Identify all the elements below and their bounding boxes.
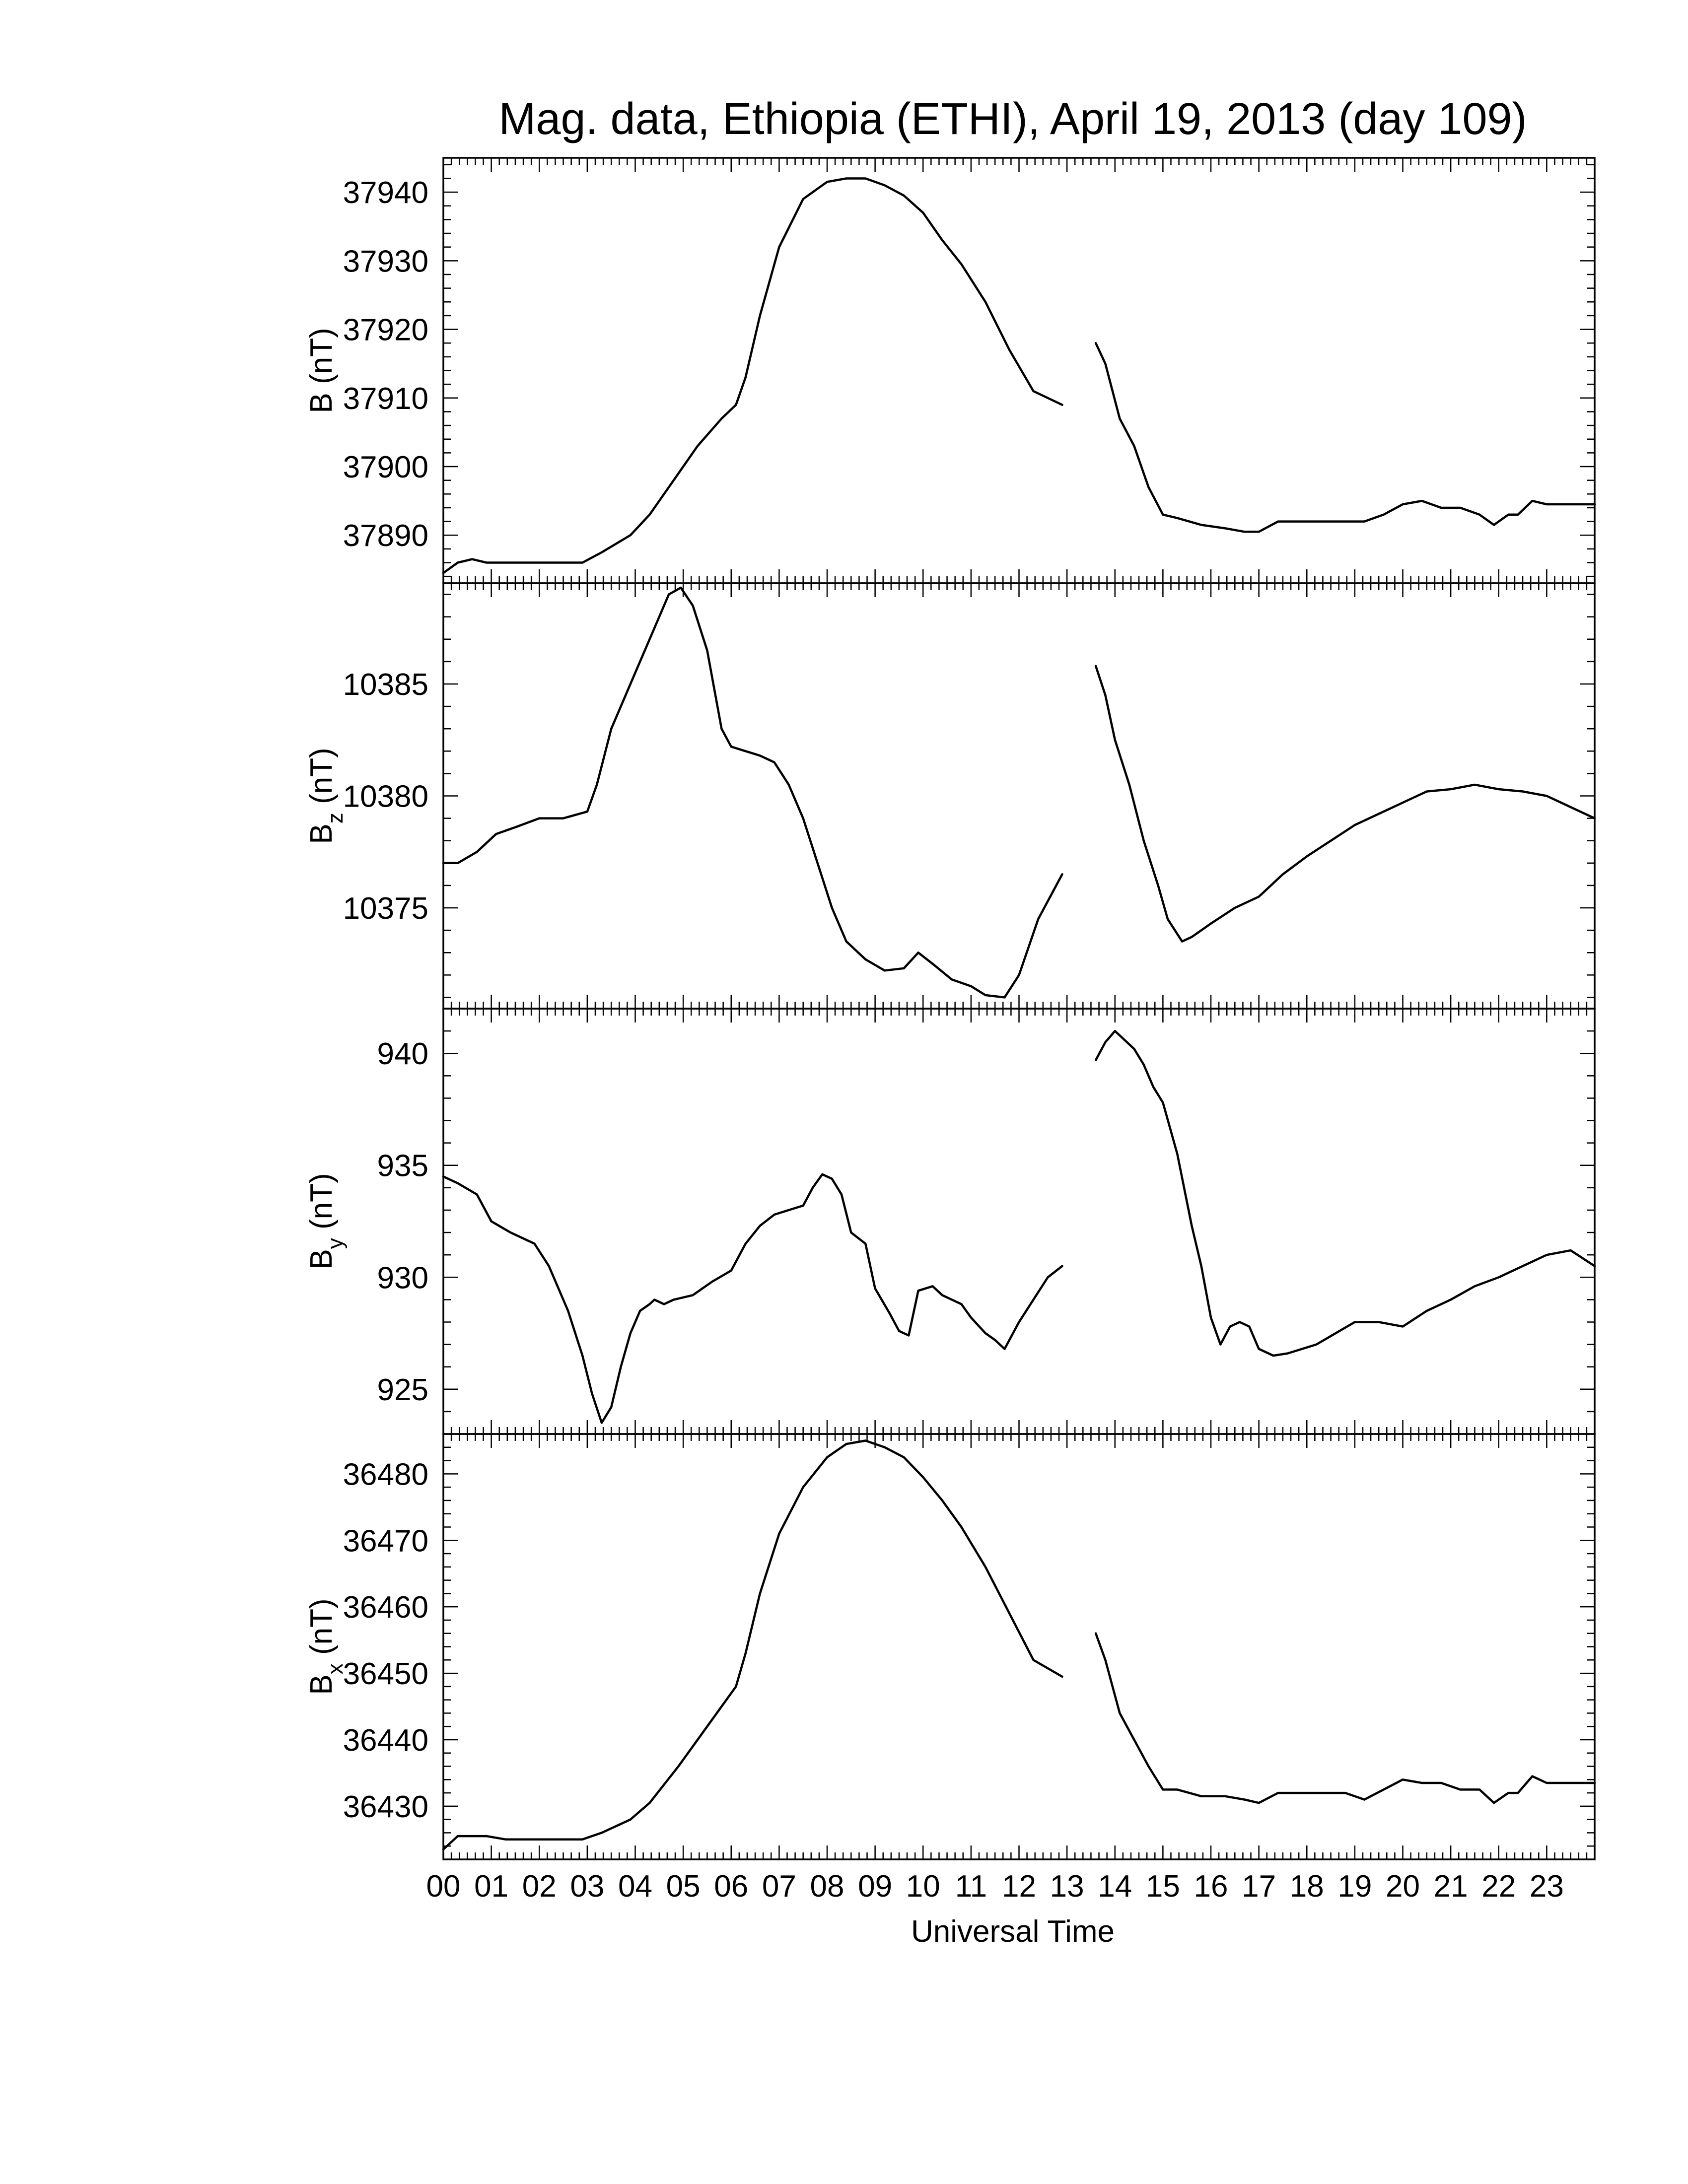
y-axis-label-sub: x (323, 1663, 348, 1675)
y-tick-label: 37930 (343, 244, 428, 279)
series-line-Bx-seg1 (443, 1440, 1062, 1849)
y-axis-label-unit: (nT) (304, 1598, 339, 1664)
series-line-Bz-seg2 (1096, 666, 1595, 942)
series-line-B-seg2 (1096, 343, 1595, 532)
x-axis-tick-labels (426, 1869, 1564, 1904)
x-tick-label: 00 (426, 1869, 461, 1904)
y-tick-label: 36450 (343, 1657, 428, 1692)
x-tick-label: 21 (1433, 1869, 1468, 1904)
x-tick-label: 11 (955, 1869, 987, 1904)
x-tick-label: 07 (762, 1869, 796, 1904)
x-tick-label: 23 (1529, 1869, 1564, 1904)
x-tick-label: 06 (714, 1869, 749, 1904)
y-tick-label: 36440 (343, 1723, 428, 1758)
y-tick-label: 36460 (343, 1590, 428, 1625)
x-tick-label: 20 (1386, 1869, 1420, 1904)
panel-B (304, 158, 1595, 583)
y-axis-label-Bz (304, 748, 348, 844)
y-tick-label: 935 (377, 1149, 428, 1183)
panels (304, 158, 1595, 1859)
y-tick-label: 10385 (343, 667, 428, 702)
x-tick-label: 18 (1289, 1869, 1324, 1904)
y-axis-label-unit: (nT) (304, 1173, 339, 1238)
y-axis-label-unit: (nT) (304, 748, 339, 813)
x-tick-label: 04 (618, 1869, 652, 1904)
y-axis-label-main: B (304, 1674, 339, 1695)
series-line-By-seg1 (443, 1174, 1062, 1423)
y-axis-label-main: B (nT) (304, 328, 339, 413)
series-line-B-seg1 (443, 179, 1062, 573)
y-tick-label: 940 (377, 1037, 428, 1072)
y-tick-label: 37890 (343, 519, 428, 553)
y-tick-label: 37910 (343, 381, 428, 416)
y-tick-label: 10375 (343, 891, 428, 926)
series-line-Bx-seg2 (1096, 1634, 1595, 1803)
x-tick-label: 16 (1194, 1869, 1228, 1904)
x-tick-label: 05 (666, 1869, 701, 1904)
x-tick-label: 19 (1337, 1869, 1372, 1904)
x-tick-label: 02 (522, 1869, 557, 1904)
y-tick-label: 37920 (343, 313, 428, 347)
y-tick-label: 925 (377, 1372, 428, 1407)
x-tick-label: 09 (858, 1869, 893, 1904)
y-tick-label: 930 (377, 1261, 428, 1296)
x-axis-label: Universal Time (911, 1914, 1115, 1949)
x-tick-label: 10 (906, 1869, 940, 1904)
panel-Bx (304, 1434, 1595, 1859)
series-line-Bz-seg1 (443, 588, 1062, 997)
panel-By (304, 1009, 1595, 1434)
x-tick-label: 13 (1050, 1869, 1084, 1904)
y-tick-label: 36480 (343, 1457, 428, 1492)
x-tick-label: 12 (1002, 1869, 1036, 1904)
y-tick-label: 37940 (343, 176, 428, 210)
panel-frame-Bz (443, 583, 1595, 1009)
x-tick-label: 03 (570, 1869, 605, 1904)
x-tick-label: 01 (474, 1869, 509, 1904)
y-tick-label: 36430 (343, 1789, 428, 1824)
series-line-By-seg2 (1096, 1031, 1595, 1356)
y-axis-label-By (304, 1173, 348, 1269)
y-axis-label-Bx (304, 1598, 348, 1695)
y-axis-label-sub: y (323, 1238, 348, 1249)
x-tick-label: 08 (810, 1869, 844, 1904)
y-axis-label-sub: z (323, 813, 348, 824)
x-tick-label: 17 (1242, 1869, 1276, 1904)
panel-frame-By (443, 1009, 1595, 1434)
y-axis-label-B (304, 328, 339, 413)
y-tick-label: 10380 (343, 779, 428, 814)
y-axis-label-main: B (304, 823, 339, 844)
panel-frame-Bx (443, 1434, 1595, 1859)
x-tick-label: 22 (1481, 1869, 1516, 1904)
y-tick-label: 36470 (343, 1524, 428, 1559)
chart-title: Mag. data, Ethiopia (ETHI), April 19, 2013 (day 109) (498, 94, 1527, 144)
y-tick-label: 37900 (343, 450, 428, 485)
x-tick-label: 15 (1145, 1869, 1180, 1904)
y-axis-label-main: B (304, 1249, 339, 1270)
panel-frame-B (443, 158, 1595, 583)
x-tick-label: 14 (1098, 1869, 1132, 1904)
panel-Bz (304, 583, 1595, 1009)
